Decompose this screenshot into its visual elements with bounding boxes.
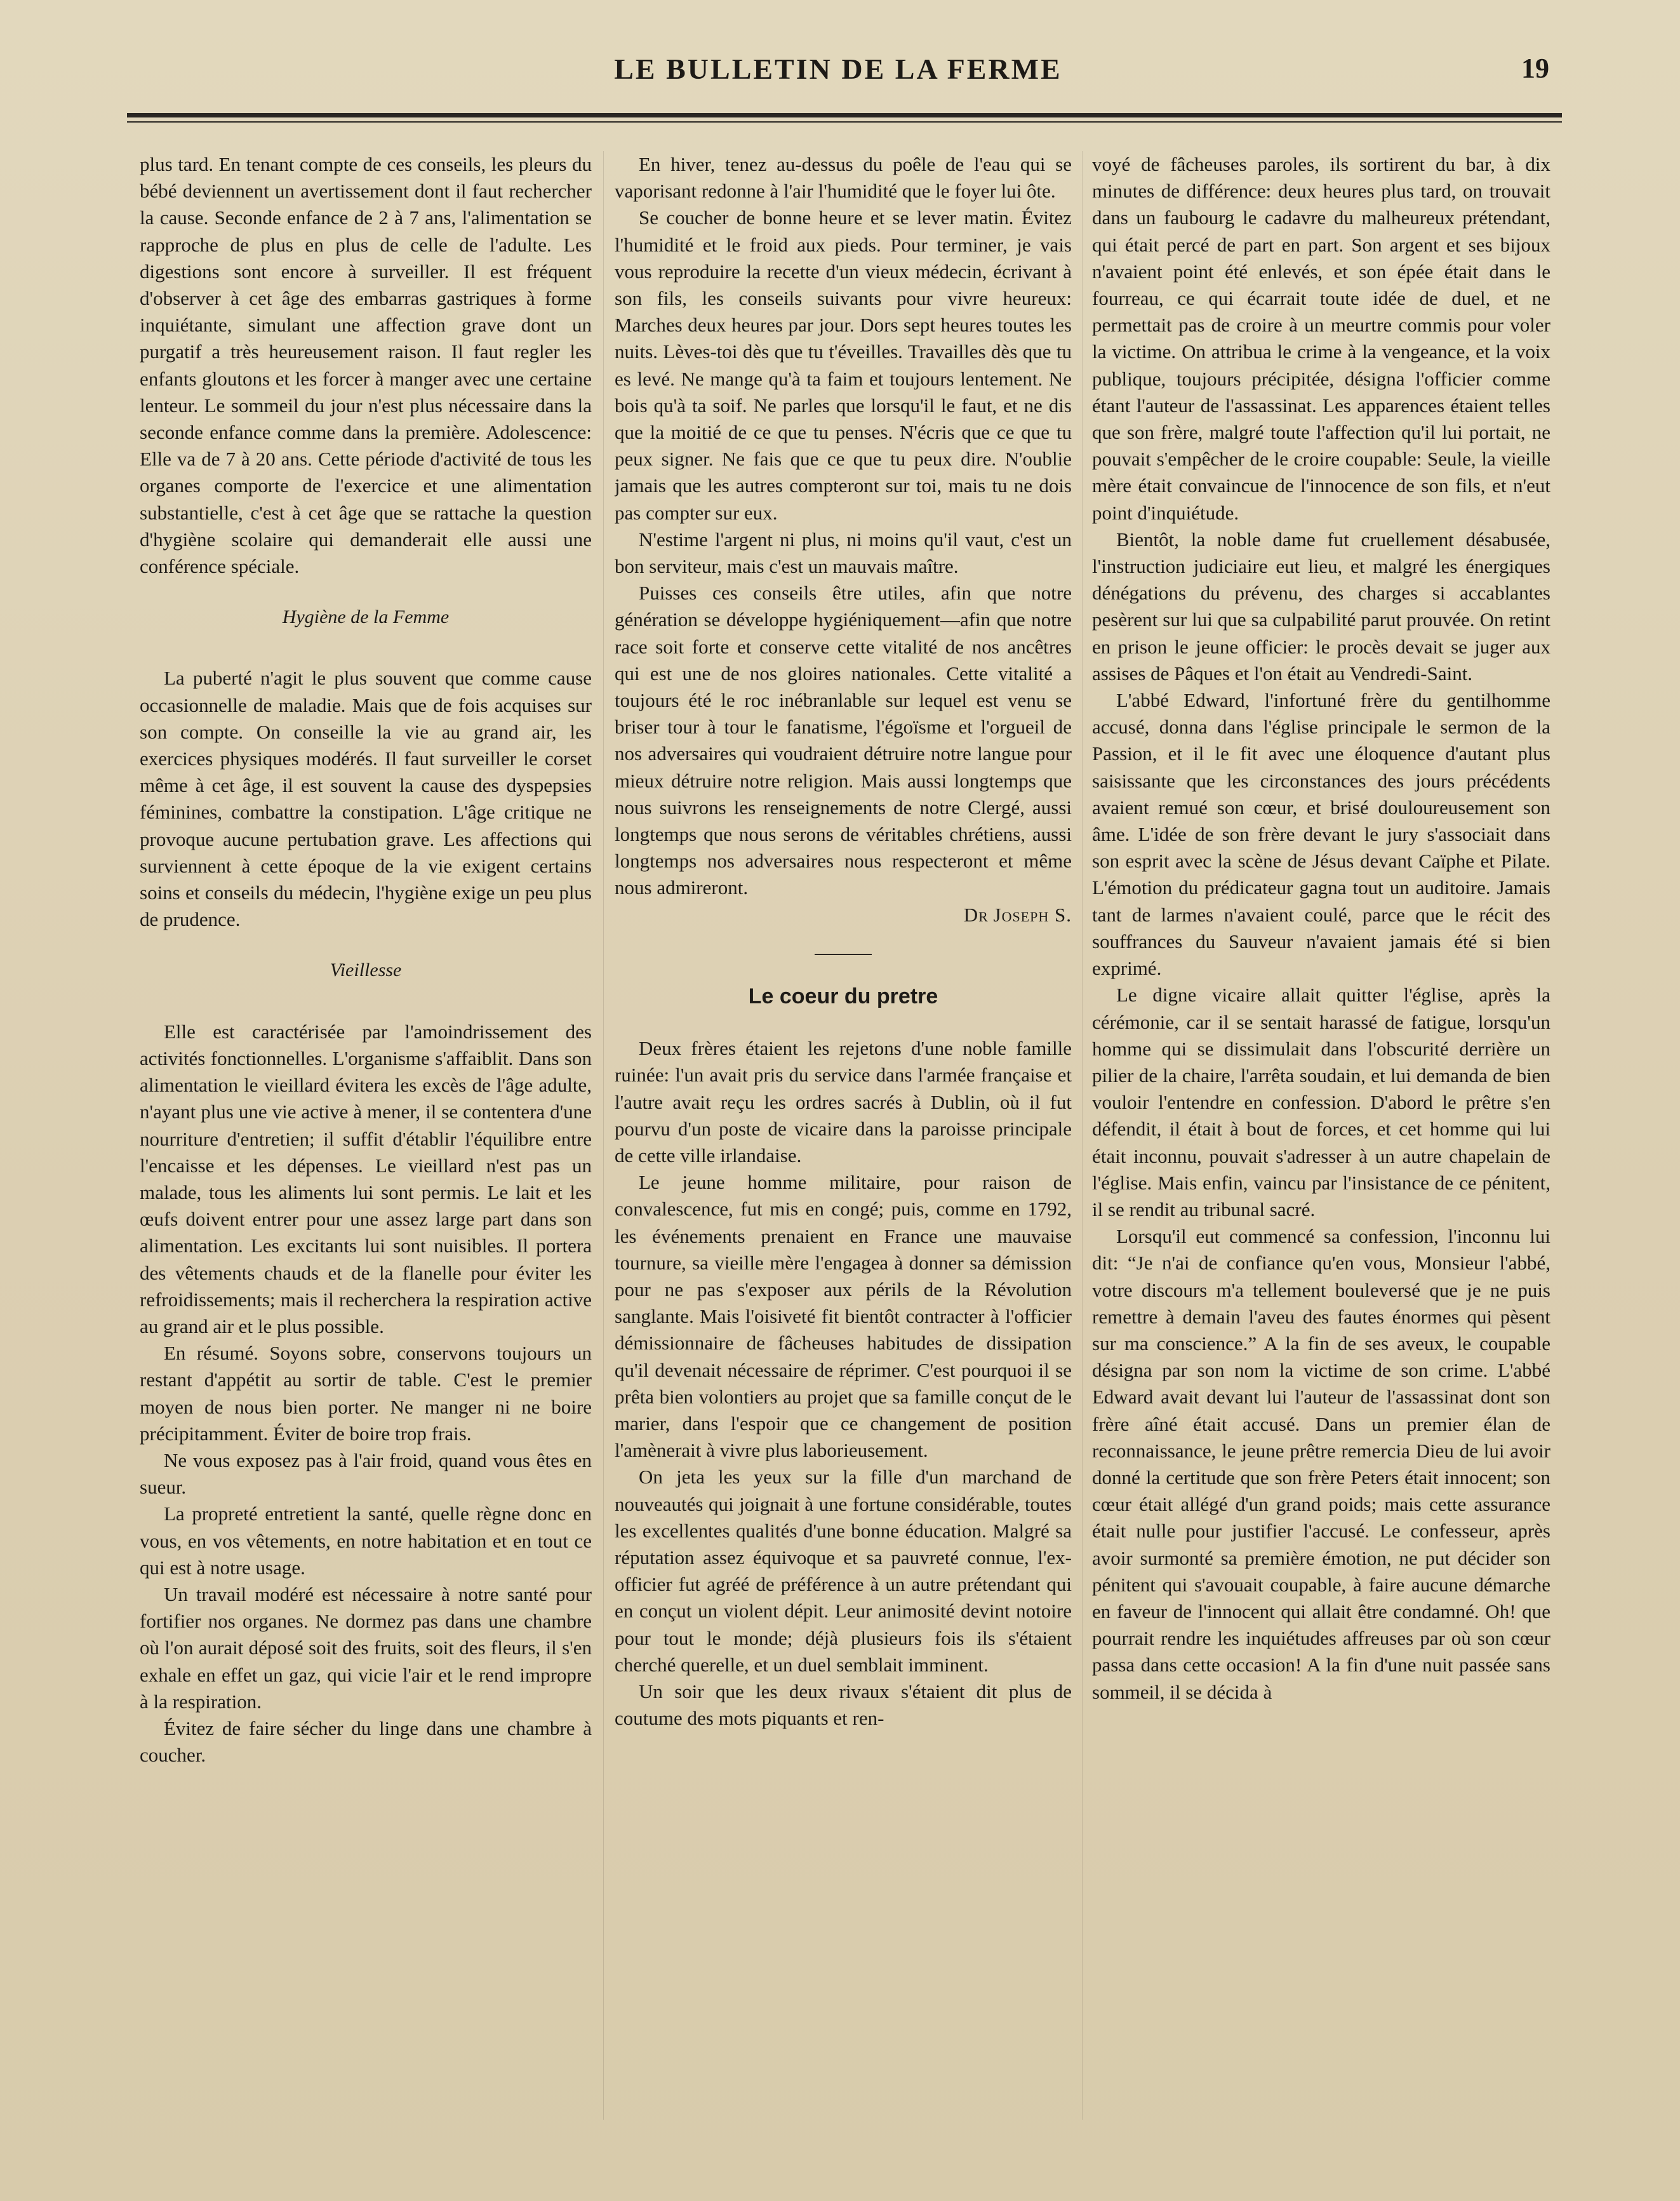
paragraph: Bientôt, la noble dame fut cruellement désabusée, l'instruction judiciaire eut lieu, et malgré les énergiques dénégations du prévenu, des charges si accablantes pesèrent sur lui que sa culpabilité parut prouvée. On retint en prison le jeune officier: le procès devait se juger aux assises de Pâques et l'on était au Vendredi-Saint. xyxy=(1092,528,1550,685)
page-header xyxy=(127,44,1549,102)
paragraph: Se coucher de bonne heure et se lever matin. Évitez l'humidité et le froid aux pieds. Pour terminer, je vais vous reproduire la recette d'un vieux médecin, écrivant à son fils, les conseils suivants pour vivre heureux: Marches deux heures par jour. Dors sept heures toutes les nuits. Lèves-toi dès que tu t'éveilles. Travailles dès que tu es levé. Ne mange qu'à ta faim et toujours lentement. Ne bois qu'à ta soif. Ne parles que lorsqu'il le faut, et ne dis que la moitié de ce que tu penses. N'écris que ce que tu peux signer. Ne fais que ce que tu peux dire. N'oublie jamais que les autres compteront sur toi, mais tu ne dois pas compter sur eux. xyxy=(615,206,1072,524)
paragraph: plus tard. En tenant compte de ces conseils, les pleurs du bébé deviennent un avertissement dont il faut rechercher la cause. Seconde enfance de 2 à 7 ans, l'alimentation se rapproche de plus en plus de celle de l'adulte. Les digestions sont encore à surveiller. Il est fréquent d'observer à cet âge des embarras gastriques à forme inquiétante, simulant une affection grave dont un purgatif a très heureusement raison. Il faut regler les enfants gloutons et les forcer à manger avec une certaine lenteur. Le sommeil du jour n'est plus nécessaire dans la seconde enfance comme dans la première. Adolescence: Elle va de 7 à 20 ans. Cette période d'activité de tous les organes comporte de l'exercice et une alimentation substantielle, c'est à cet âge que se rattache la question d'hygiène scolaire qui demanderait elle aussi une conférence spéciale. xyxy=(140,153,592,578)
section-heading: Hygiène de la Femme xyxy=(282,606,450,628)
paragraph: On jeta les yeux sur la fille d'un marchand de nouveautés qui joignait à une fortune considérable, toutes les excellentes qualités d'une bonne éducation. Malgré sa réputation assez équivoque et sa pauvreté connue, l'ex-officier fut agréé de préférence à un autre prétendant qui en conçut un violent dépit. Leur animosité devint notoire pour tout le monde; déjà plusieurs fois ils s'étaient cherché querelle, et un duel semblait imminent. xyxy=(615,1466,1072,1676)
article-title: Le coeur du pretre xyxy=(748,984,938,1008)
paragraph: Ne vous exposez pas à l'air froid, quand vous êtes en sueur. xyxy=(140,1448,592,1499)
paragraph: N'estime l'argent ni plus, ni moins qu'il vaut, c'est un bon serviteur, mais c'est un mauvais maître. xyxy=(615,528,1072,578)
column-divider xyxy=(1082,151,1083,2120)
paragraph: Le jeune homme militaire, pour raison de convalescence, fut mis en congé; puis, comme en 1792, les événements prenaient en France une mauvaise tournure, sa vieille mère l'engagea à donner sa démission pour ne pas s'exposer aux périls de la Révolution sanglante. Mais l'oisiveté fit bientôt contracter à l'officier démissionnaire de fâcheuses habitudes de dissipation qu'il devenait nécessaire de réprimer. C'est pourquoi il se prêta bien volontiers au projet que sa famille conçut de le marier, dans l'espoir que ce changement de position l'amènerait à vivre plus laborieusement. xyxy=(615,1171,1072,1462)
column-3 xyxy=(1092,151,1550,2126)
article-separator xyxy=(815,954,872,955)
paragraph: L'abbé Edward, l'infortuné frère du gentilhomme accusé, donna dans l'église principale le sermon de la Passion, et il le fit avec une éloquence d'autant plus saisissante que les circonstances des jours précédents avaient remué son cœur, et brisé douloureusement son âme. L'idée de son frère devant le jury s'associait dans son esprit avec la scène de Jésus devant Caïphe et Pilate. L'émotion du prédicateur gagna tout un auditoire. Jamais tant de larmes n'avaient coulé, parce que le récit des souffrances du Sauveur n'avaient jamais été si bien exprimé. xyxy=(1092,689,1550,980)
paragraph: En résumé. Soyons sobre, conservons toujours un restant d'appétit au sortir de table. C'est le premier moyen de nous bien porter. Ne manger ni ne boire précipitamment. Éviter de boire trop frais. xyxy=(140,1342,592,1445)
publication-title: LE BULLETIN DE LA FERME xyxy=(614,53,1062,85)
paragraph: Évitez de faire sécher du linge dans une chambre à coucher. xyxy=(140,1716,592,1767)
header-rule-thick xyxy=(127,113,1562,117)
paragraph: Deux frères étaient les rejetons d'une noble famille ruinée: l'un avait pris du service dans l'armée française et l'autre avait reçu les ordres sacrés à Dublin, où il fut pourvu d'un poste de vicaire dans la paroisse principale de cette ville irlandaise. xyxy=(615,1037,1072,1167)
paragraph: Elle est caractérisée par l'amoindrissement des activités fonctionnelles. L'organisme s'affaiblit. Dans son alimentation le vieillard évitera les excès de l'âge adulte, n'ayant plus une vie active à mener, il se contentera d'une nourriture d'entretien; il suffit d'établir l'équilibre entre l'encaisse et les dépenses. Le vieillard n'est pas un malade, tous les aliments lui sont permis. Le lait et les œufs doivent entrer pour une assez large part dans son alimentation. Les excitants lui sont nuisibles. Il portera des vêtements chauds et de la flanelle pour éviter les refroidissements; mais il recherchera la respiration active au grand air et le plus possible. xyxy=(140,1020,592,1337)
paragraph: En hiver, tenez au-dessus du poêle de l'eau qui se vaporisant redonne à l'air l'humidité que le foyer lui ôte. xyxy=(615,153,1072,203)
paragraph: Un soir que les deux rivaux s'étaient dit plus de coutume des mots piquants et ren- xyxy=(615,1680,1072,1730)
signature-title: Dr xyxy=(963,903,989,926)
column-2 xyxy=(615,151,1072,2126)
paragraph: Lorsqu'il eut commencé sa confession, l'inconnu lui dit: “Je n'ai de confiance qu'en vous, Monsieur l'abbé, votre discours m'a tellement bouleversé que je ne puis remettre à demain l'aveu des fautes énormes qui pèsent sur ma conscience.” A la fin de ses aveux, le coupable désigna par son nom la victime de son crime. L'abbé Edward avait devant lui l'auteur de l'assassinat dont son frère aîné était accusé. Dans un premier élan de reconnaissance, le jeune prêtre remercia Dieu de lui avoir donné la certitude que son frère Peters était innocent; son cœur était allégé d'un grand poids; mais cette assurance était nulle pour justifier l'accusé. Le confesseur, après avoir surmonté sa première émotion, ne put décider son pénitent qui s'avouait coupable, à faire aucune démarche en faveur de l'innocent qui allait être condamné. Oh! que pourrait rendre les inquiétudes affreuses par où son cœur passa dans cette occasion! A la fin d'une nuit passée sans sommeil, il se décida à xyxy=(1092,1225,1550,1703)
paragraph: La puberté n'agit le plus souvent que comme cause occasionnelle de maladie. Mais que de fois acquises sur son compte. On conseille la vie au grand air, les exercices physiques modérés. Il faut surveiller le corset même à cet âge, il est souvent la cause des dyspepsies féminines, combattre la constipation. L'âge critique ne provoque aucune pertubation grave. Les affections qui surviennent à cette époque de la vie exigent certains soins et conseils du médecin, l'hygiène exige un peu plus de prudence. xyxy=(140,667,592,931)
paragraph: Puisses ces conseils être utiles, afin que notre génération se développe hygiéniquement—afin que notre race soit forte et conserve cette vitalité de nos ancêtres qui est une de nos gloires nationales. Cette vitalité a toujours été le roc inébranlable sur lequel est venu se briser tour à tour le fanatisme, l'égoïsme et l'orgueil de nos adversaires qui voudraient détruire notre langue pour mieux détruire notre religion. Mais aussi longtemps que nous suivrons les renseignements de notre Clergé, aussi longtemps que nous serons de véritables chrétiens, aussi longtemps nos adversaires nous respecteront et même nous admireront. xyxy=(615,582,1072,899)
paragraph: Le digne vicaire allait quitter l'église, après la cérémonie, car il se sentait harassé de fatigue, lorsqu'un homme qui se dissimulait dans l'obscurité derrière un pilier de la chaire, l'arrêta soudain, et lui demanda de bien vouloir l'entendre en confession. D'abord le prêtre s'en défendit, il était à bout de forces, et cet homme qui lui était inconnu, pouvait s'adresser à un autre chapelain de l'église. Mais enfin, vaincu par l'insistance de ce pénitent, il se rendit au tribunal sacré. xyxy=(1092,984,1550,1221)
page-number: 19 xyxy=(1521,53,1549,84)
paragraph: La propreté entretient la santé, quelle règne donc en vous, en vos vêtements, en notre habitation et en tout ce qui est à notre usage. xyxy=(140,1502,592,1579)
header-rule-thin xyxy=(127,121,1562,123)
column-1 xyxy=(140,151,592,2126)
section-heading: Vieillesse xyxy=(330,960,402,981)
column-divider xyxy=(603,151,604,2120)
author-signature xyxy=(615,902,1072,928)
paragraph: voyé de fâcheuses paroles, ils sortirent du bar, à dix minutes de différence: deux heures plus tard, on trouvait dans un faubourg le cadavre du malheureux prétendant, qui était percé de part en part. Son argent et ses bijoux n'avaient point été enlevés, et son épée était dans le fourreau, ce qui écarrait toute idée de duel, et ne permettait pas de croire à un meurtre commis pour voler la victime. On attribua le crime à la vengeance, et la voix publique, toujours précipitée, désigna l'officier comme étant l'auteur de l'assassinat. Les apparences étaient telles que son frère, malgré toute l'affection qu'il lui portait, ne pouvait s'empêcher de le croire coupable: Seule, la vieille mère était convaincue de l'innocence de son fils, et n'eut point d'inquiétude. xyxy=(1092,153,1550,524)
paragraph: Un travail modéré est nécessaire à notre santé pour fortifier nos organes. Ne dormez pas dans une chambre où l'on aurait déposé soit des fruits, soit des fleurs, il s'en exhale en effet un gaz, qui vicie l'air et le rend impropre à la respiration. xyxy=(140,1582,592,1713)
signature-name: Joseph S. xyxy=(993,903,1072,926)
